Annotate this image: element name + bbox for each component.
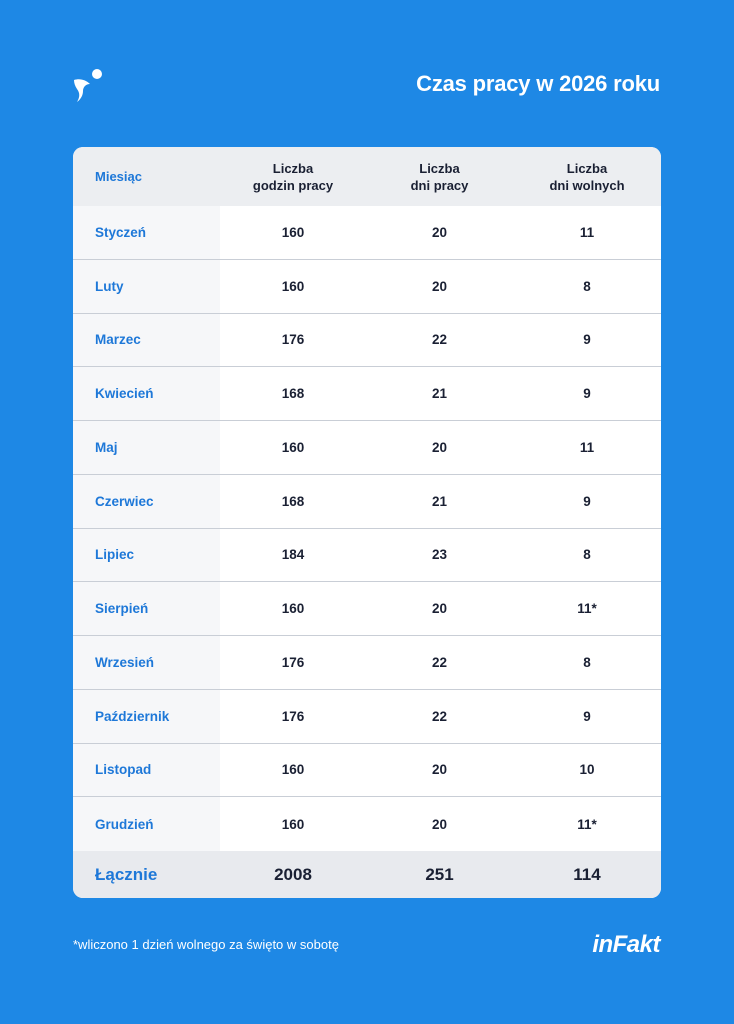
days-off-cell: 10: [579, 762, 595, 778]
work-days-cell: 20: [431, 278, 448, 294]
total-work-days: 251: [425, 864, 454, 884]
work-days-cell: 20: [431, 816, 448, 832]
brand-logo: inFakt: [592, 931, 660, 958]
column-header-days-off: Liczba dni wolnych: [549, 160, 625, 193]
table-row: [73, 582, 661, 636]
month-cell: Kwiecień: [73, 367, 220, 420]
work-days-cell: 21: [431, 493, 448, 509]
column-header-hours: Liczba godzin pracy: [252, 160, 334, 193]
table-total-row: [73, 851, 661, 898]
hours-cell: 168: [281, 493, 305, 509]
hours-cell: 176: [281, 708, 305, 724]
days-off-cell: 8: [583, 278, 591, 294]
hours-cell: 176: [281, 332, 305, 348]
days-off-cell: 11*: [577, 816, 597, 832]
column-header-month: Miesiąc: [95, 169, 142, 184]
hours-cell: 184: [281, 547, 305, 563]
work-days-cell: 22: [431, 708, 448, 724]
days-off-cell: 8: [583, 547, 591, 563]
month-cell: Grudzień: [73, 797, 220, 851]
hours-cell: 168: [281, 386, 305, 402]
work-days-cell: 20: [431, 601, 448, 617]
hours-cell: 160: [281, 601, 305, 617]
hours-cell: 160: [281, 224, 305, 240]
table-row: [73, 260, 661, 314]
hours-cell: 160: [281, 439, 305, 455]
table-row: [73, 475, 661, 529]
month-cell: Marzec: [73, 314, 220, 367]
column-header-work-days: Liczba dni pracy: [410, 160, 469, 193]
month-cell: Styczeń: [73, 206, 220, 259]
month-cell: Maj: [73, 421, 220, 474]
total-hours: 2008: [274, 864, 312, 884]
table-row: [73, 367, 661, 421]
work-days-cell: 20: [431, 224, 448, 240]
work-days-cell: 23: [431, 547, 448, 563]
page-title: Czas pracy w 2026 roku: [416, 71, 660, 96]
footnote: *wliczono 1 dzień wolnego za święto w sobotę: [73, 937, 339, 952]
hours-cell: 160: [281, 762, 305, 778]
table-body: [73, 206, 661, 851]
table-row: [73, 744, 661, 798]
days-off-cell: 11: [579, 224, 595, 240]
work-days-cell: 20: [431, 439, 448, 455]
days-off-cell: 9: [583, 708, 591, 724]
working-time-table: [73, 147, 661, 898]
work-days-cell: 22: [431, 332, 448, 348]
logo-icon: [72, 68, 104, 104]
table-row: [73, 206, 661, 260]
table-row: [73, 529, 661, 583]
days-off-cell: 11: [579, 439, 595, 455]
month-cell: Sierpień: [73, 582, 220, 635]
table-row: [73, 690, 661, 744]
total-label: Łącznie: [95, 864, 158, 884]
month-cell: Lipiec: [73, 529, 220, 582]
month-cell: Wrzesień: [73, 636, 220, 689]
table-row: [73, 314, 661, 368]
table-header: [73, 147, 661, 206]
month-cell: Czerwiec: [73, 475, 220, 528]
work-days-cell: 20: [431, 762, 448, 778]
table-row: [73, 797, 661, 851]
work-days-cell: 22: [431, 654, 448, 670]
table-row: [73, 636, 661, 690]
hours-cell: 176: [281, 654, 305, 670]
work-days-cell: 21: [431, 386, 448, 402]
hours-cell: 160: [281, 278, 305, 294]
month-cell: Październik: [73, 690, 220, 743]
days-off-cell: 11*: [577, 601, 597, 617]
month-cell: Luty: [73, 260, 220, 313]
month-cell: Listopad: [73, 744, 220, 797]
total-days-off: 114: [573, 864, 601, 884]
days-off-cell: 8: [583, 654, 591, 670]
days-off-cell: 9: [583, 332, 591, 348]
days-off-cell: 9: [583, 386, 591, 402]
table-row: [73, 421, 661, 475]
days-off-cell: 9: [583, 493, 591, 509]
hours-cell: 160: [281, 816, 305, 832]
